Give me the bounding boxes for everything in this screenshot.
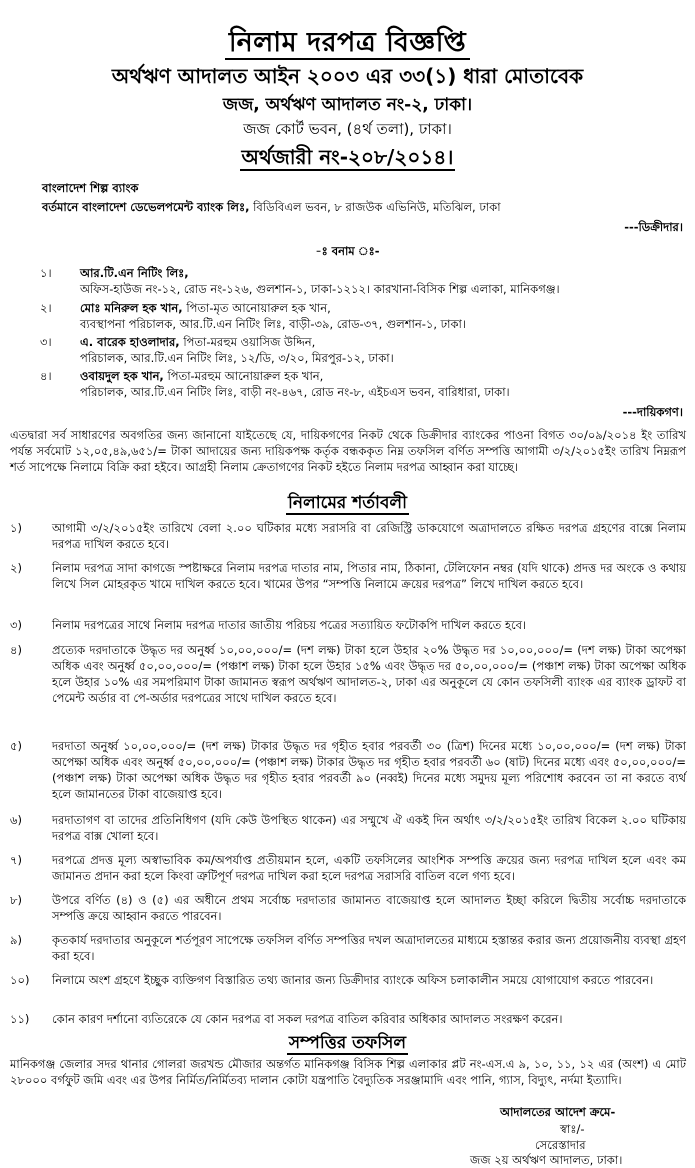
condition-6: ৬) দরদাতাগণ বা তাদের প্রতিনিধিগণ (যদি কেউ উপস্থিত থাকেন) এর সম্মুখে ঐ একই দিন অর্থাৎ ৩/২/২০১৫ইং তারিখ বিকেল ২.০০ ঘটিকায় দরপত্র বাক্স খোলা হবে। — [10, 813, 686, 843]
condition-10: ১০) নিলামে অংশ গ্রহণে ইচ্ছুক ব্যক্তিগণ বিস্তারিত তথ্য জানার জন্য ডিক্রীদার ব্যাংকে অফিস চলাকালীন সময়ে যোগাযোগ করতে পারবেন। — [10, 973, 654, 987]
decree-holder-tag: ---ডিক্রীদার। — [624, 220, 683, 234]
versus-label: -ঃ বনাম ঃ- — [315, 244, 380, 258]
plaintiff-current: বর্তমানে বাংলাদেশ ডেভেলপমেন্ট ব্যাংক লিঃ, বিডিবিএল ভবন, ৮ রাজউক এভিনিউ, মতিঝিল, ঢাকা — [42, 200, 501, 214]
law-reference: অর্থঋণ আদালত আইন ২০০৩ এর ৩৩(১) ধারা মোতাবেক — [111, 64, 584, 88]
signature-role: সেরেস্তাদার — [535, 1138, 586, 1152]
defendant-2: মোঃ মনিরুল হক খান, পিতা-মৃত আনোয়ারুল হক খান, ব্যবস্থাপনা পরিচালক, আর.টি.এন নিটিং লিঃ, বাড়ী-৩৯, রোড-৩৭, গুলশান-১, ঢাকা। — [80, 301, 466, 331]
condition-1: ১) আগামী ৩/২/২০১৫ইং তারিখে বেলা ২.০০ ঘটিকার মধ্যে সরাসরি বা রেজিস্ট্রি ডাকযোগে অত্রাদালতে রক্ষিত দরপত্র গ্রহণের বাক্সে নিলাম দরপত্র দাখিল করতে হবে। — [10, 521, 686, 551]
plaintiff-name: বাংলাদেশ শিল্প ব্যাংক — [42, 181, 139, 195]
condition-9: ৯) কৃতকার্য দরদাতার অনুকূলে শর্তপূরণ সাপেক্ষে তফসিল বর্ণিত সম্পত্তির দখল অত্রাদালতের মাধ্যমে হস্তান্তর করার জন্য প্রয়োজনীয় ব্যবস্থা গ্রহণ করা হবে। — [10, 933, 686, 963]
court-name: জজ, অর্থঋণ আদালত নং-২, ঢাকা। — [222, 95, 473, 115]
condition-5: ৫) দরদাতা অনুর্ধ্ব ১০,০০,০০০/= (দশ লক্ষ) টাকার উদ্ধৃত দর গৃহীত হবার পরবর্তী ৩০ (ত্রিশ) দিনের মধ্যে ১০,০০,০০০/= (দশ লক্ষ) টাকা অপেক্ষা অধিক এবং অনুর্ধ্ব ৫০,০০,০০০/= (পঞ্চাশ লক্ষ) টাকার উদ্ধৃত দর গৃহীত হবার পরবর্তী ৬০ (ষাট) দিনের মধ্যে এবং ৫০,০০,০০০/= (পঞ্চাশ লক্ষ) টাকা অপেক্ষা অধিক উদ্ধৃত দর গৃহীত হবার পরবর্তী ৯০ (নব্বই) দিনের মধ্যে সমুদয় মূল্য পরিশোধ করবেন তা না করতে ব্যর্থ হলে জামানতের টাকা বাজেয়াপ্ত হবে। — [10, 739, 686, 801]
condition-7: ৭) দরপত্রে প্রদত্ত মূল্য অস্বাভাবিক কম/অপর্যাপ্ত প্রতীয়মান হলে, একটি তফসিলের আংশিক সম্পত্তি ক্রয়ের জন্য দরপত্র দাখিল হলে এবং কম জামানত প্রদান করা হলে কিংবা ত্রুটিপূর্ণ দরপত্র দাখিল করা হলে দরপত্র সরাসরি বাতিল বলে গণ্য হবে। — [10, 853, 686, 883]
conditions-heading: নিলামের শর্তাবলী — [288, 493, 407, 513]
signature-order: আদালতের আদেশ ক্রমে- — [500, 1105, 616, 1119]
condition-4: ৪) প্রত্যেক দরদাতাকে উদ্ধৃত দর অনুর্ধ্ব ১০,০০,০০০/= (দশ লক্ষ) টাকা হলে উহার ২০% উদ্ধৃত দর ১০,০০,০০০/= (দশ লক্ষ) টাকা অপেক্ষা অধিক এবং অনুর্ধ্ব ৫০,০০,০০০/= (পঞ্চাশ লক্ষ) টাকা হলে উহার ১৫% এবং উদ্ধৃত দর ৫০,০০,০০০/= (পঞ্চাশ লক্ষ) টাকা অপেক্ষা অধিক হলে উহার ১০% এর সমপরিমাণ টাকা জামানত স্বরূপ অর্থঋণ আদালত-২, ঢাকা এর অনুকূলে যে কোন তফসিলী ব্যাংক এর ব্যাংক ড্রাফট বা পেমেন্ট অর্ডার বা পে-অর্ডার দরপত্রের সাথে দাখিল করতে হবে। — [10, 643, 686, 705]
defendant-4-number: ৪। — [40, 369, 52, 383]
defendant-4: ওবায়দুল হক খান, পিতা-মরহুম আনোয়ারুল হক খান, পরিচালক, আর.টি.এন নিটিং লিঃ, বাড়ী নং-৪৬৭, রোড নং-৮, এইচএস ভবন, বারিধারা, ঢাকা। — [80, 369, 510, 399]
case-number: অর্থজারী নং-২০৮/২০১৪। — [241, 145, 454, 169]
defendant-1-number: ১। — [40, 266, 52, 280]
court-address: জজ কোর্ট ভবন, (৪র্থ তলা), ঢাকা। — [243, 120, 452, 138]
defendant-3-number: ৩। — [40, 335, 52, 349]
signature-signed: স্বাঃ/- — [560, 1122, 585, 1136]
condition-3: ৩) নিলাম দরপত্রের সাথে নিলাম দরপত্র দাতার জাতীয় পরিচয় পত্রের সত্যায়িত ফটোকপি দাখিল করতে হবে। — [10, 618, 527, 632]
signature-office: জজ ২য় অর্থঋণ আদালত, ঢাকা। — [470, 1153, 623, 1167]
condition-8: ৮) উপরে বর্ণিত (৪) ও (৫) এর অধীনে প্রথম সর্বোচ্চ দরদাতার জামানত বাজেয়াপ্ত হলে আদালত ইচ্ছা করিলে দ্বিতীয় সর্বোচ্চ দরদাতাকে সম্পত্তি ক্রয়ে আহ্বান করতে পারবেন। — [10, 893, 686, 923]
notice-title: নিলাম দরপত্র বিজ্ঞপ্তি — [0, 22, 695, 67]
defendant-3: এ. বারেক হাওলাদার, পিতা-মরহুম ওয়াসিজ উদ্দিন, পরিচালক, আর.টি.এন নিটিং লিঃ, ১২/ডি, ৩/২০, মিরপুর-১২, ঢাকা। — [80, 335, 394, 365]
schedule-heading: সম্পত্তির তফসিল — [288, 1033, 407, 1053]
schedule-text: মানিকগঞ্জ জেলার সদর থানার গোলরা জরখন্ড মৌজার অন্তর্গত মানিকগঞ্জ বিসিক শিল্প এলাকার প্লট নং-এস.এ ৯, ১০, ১১, ১২ এর (অংশ) এ মোট ২৮০০০ বর্গফুট জমি এবং এর উপর নির্মিত/নির্মিতব্য দালান কোটা যন্ত্রপাতি বৈদ্যুতিক সরঞ্জামাদি এবং পানি, গ্যাস, বিদ্যুৎ, নর্দমা ইত্যাদি। — [10, 1057, 686, 1087]
condition-2: ২) নিলাম দরপত্র সাদা কাগজে স্পষ্টাক্ষরে নিলাম দরপত্র দাতার নাম, পিতার নাম, ঠিকানা, টেলিফোন নম্বর (যদি থাকে) প্রদত্ত দর অংকে ও কথায় লিখে সিল মোহরকৃত খামে দাখিল করতে হবে। খামের উপর “সম্পত্তি নিলামে ক্রয়ের দরপত্র” লিখে দাখিল করতে হবে। — [10, 561, 686, 591]
debtors-tag: ---দায়িকগণ। — [622, 405, 683, 419]
defendant-2-number: ২। — [40, 301, 52, 315]
condition-11: ১১) কোন কারণ দর্শানো ব্যতিরেকে যে কোন দরপত্র বা সকল দরপত্র বাতিল করিবার অধিকার আদালত সংরক্ষণ করেন। — [10, 1012, 563, 1026]
intro-paragraph: এতদ্বারা সর্ব সাধারণের অবগতির জন্য জানানো যাইতেছে যে, দায়িকগণের নিকট থেকে ডিক্রীদার ব্যাংকের পাওনা বিগত ৩০/০৯/২০১৪ ইং তারিখ পর্যন্ত সর্বমোট ১২,০৫,৪৯,৬৫১/= টাকা আদায়ের জন্য দায়িকপক্ষ কর্তৃক বন্ধককৃত নিম্ন তফসিল বর্ণিত সম্পত্তি আগামী ৩/২/২০১৫ইং তারিখ নিম্নরূপ শর্ত সাপেক্ষে নিলামে বিক্রি করা হইবে। আগ্রহী নিলাম ক্রেতাগণের নিকট হইতে নিলাম দরপত্র আহ্বান করা যাচ্ছে। — [10, 428, 686, 474]
defendant-1: আর.টি.এন নিটিং লিঃ, অফিস-হাউজ নং-১২, রোড নং-১২৬, গুলশান-১, ঢাকা-১২১২। কারখানা-বিসিক শিল্প এলাকা, মানিকগঞ্জ। — [80, 266, 560, 296]
